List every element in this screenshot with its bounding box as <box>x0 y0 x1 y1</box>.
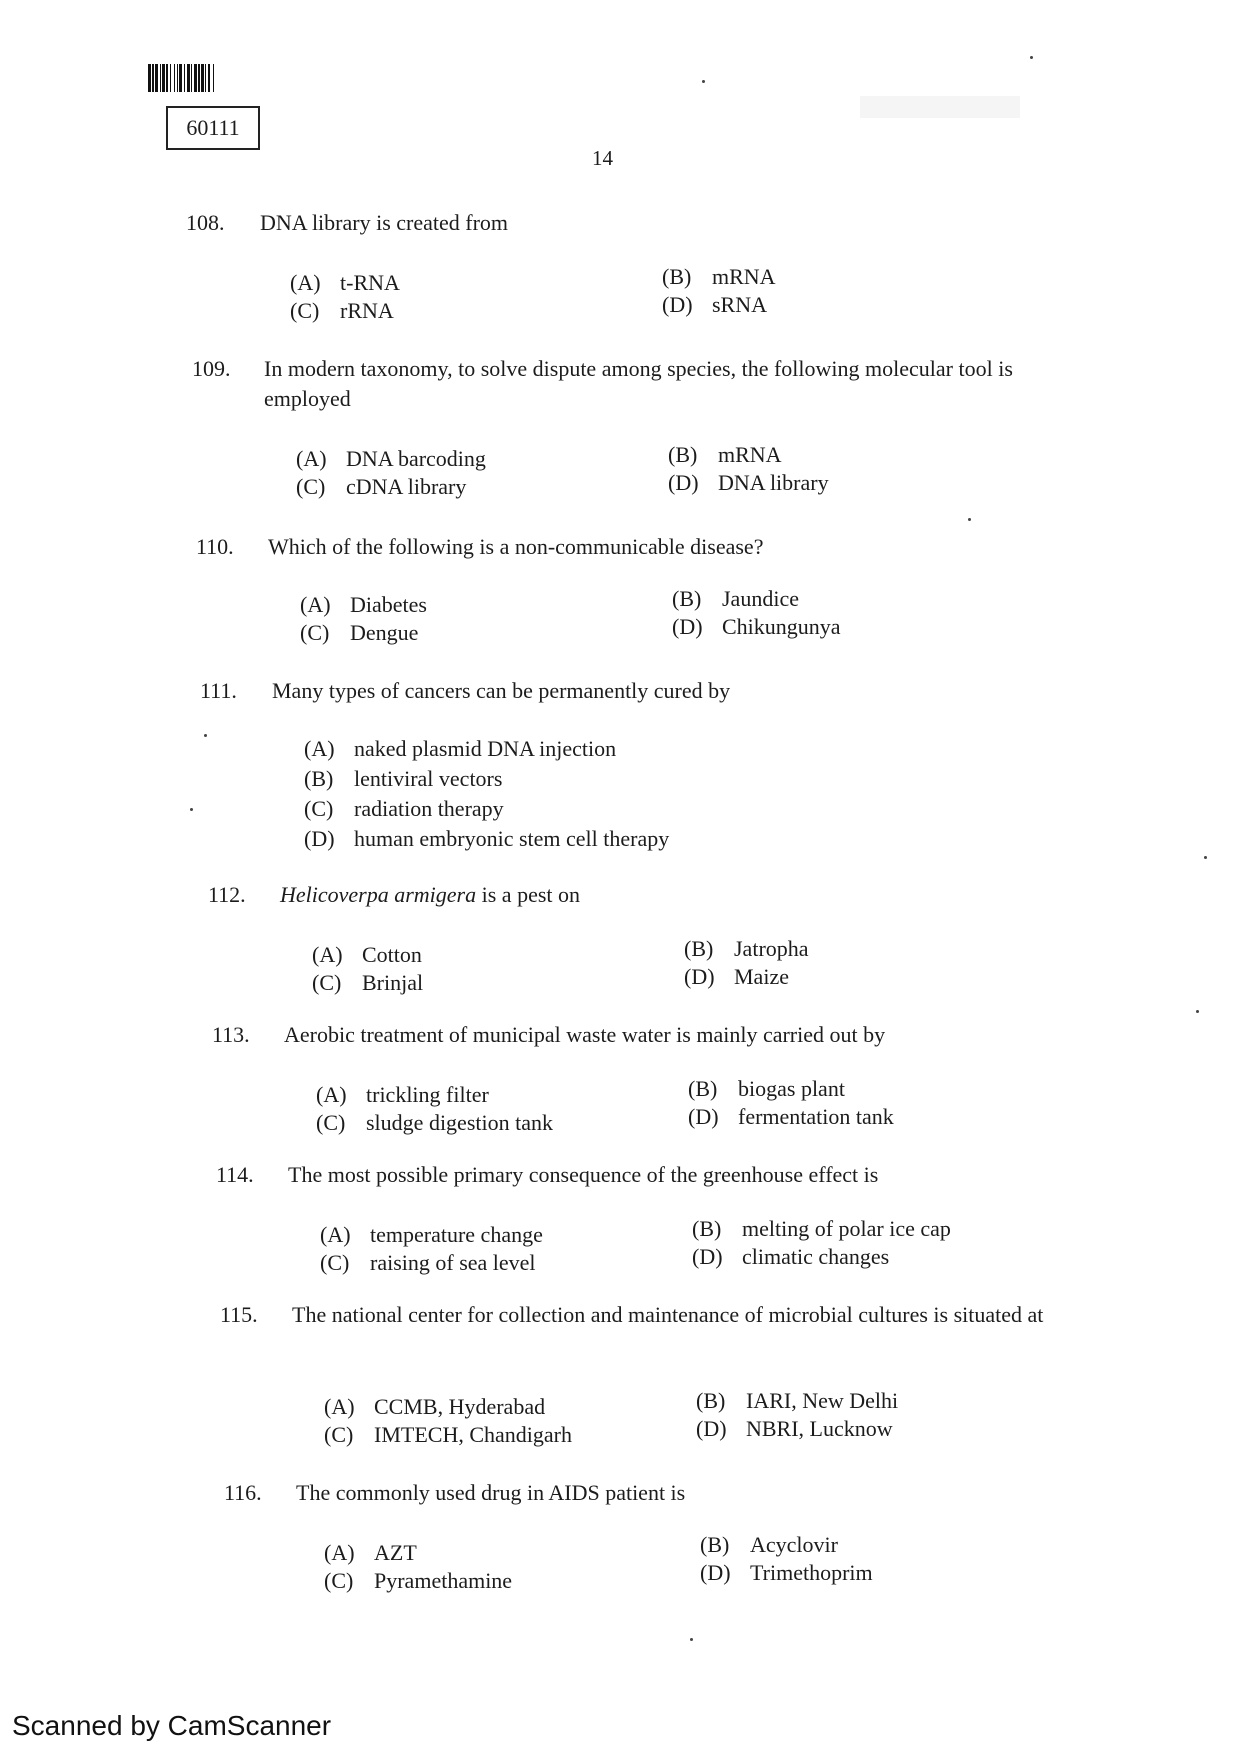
page-number: 14 <box>592 146 613 170</box>
barcode-icon <box>148 64 308 92</box>
option-d: (D) climatic changes <box>692 1244 890 1269</box>
option-b: (B) mRNA <box>668 442 782 467</box>
question-number: 114. <box>216 1162 254 1187</box>
option-a: (A) CCMB, Hyderabad <box>324 1394 546 1419</box>
option-b: (B) IARI, New Delhi <box>696 1388 899 1413</box>
question-111 <box>200 676 1080 856</box>
question-number: 110. <box>196 534 234 559</box>
question-116 <box>224 1478 1104 1598</box>
question-number: 112. <box>208 882 246 907</box>
question-113 <box>212 1020 1092 1140</box>
question-number: 116. <box>224 1480 262 1505</box>
option-a: (A) t-RNA <box>290 270 400 295</box>
question-number: 111. <box>200 678 237 703</box>
paper-code: 60111 <box>186 115 240 140</box>
option-c: (C) rRNA <box>290 298 394 323</box>
option-c: (C) Brinjal <box>312 970 424 995</box>
option-c: (C) IMTECH, Chandigarh <box>324 1422 572 1447</box>
barcode-stripe <box>214 64 216 92</box>
faded-stamp <box>860 96 1020 118</box>
scan-speck <box>204 734 207 737</box>
option-a: (A) trickling filter <box>316 1082 489 1107</box>
scanner-watermark: Scanned by CamScanner <box>12 1710 332 1741</box>
option-a: (A) Diabetes <box>300 592 427 617</box>
option-c: (C) Pyramethamine <box>324 1568 513 1593</box>
scan-speck <box>702 80 705 83</box>
question-text: The most possible primary consequence of the greenhouse effect is <box>288 1162 879 1187</box>
scan-speck <box>1204 856 1207 859</box>
scan-speck <box>690 1638 693 1641</box>
option-d: (D) human embryonic stem cell therapy <box>304 826 670 851</box>
question-text: DNA library is created from <box>260 210 509 235</box>
question-115 <box>220 1300 1100 1450</box>
option-b: (B) Jaundice <box>672 586 799 611</box>
option-c: (C) raising of sea level <box>320 1250 536 1275</box>
option-a: (A) naked plasmid DNA injection <box>304 736 617 761</box>
question-108 <box>186 208 1086 328</box>
question-text: Many types of cancers can be permanently cured by <box>272 678 731 703</box>
option-d: (D) Maize <box>684 964 789 989</box>
question-text: In modern taxonomy, to solve dispute among species, the following molecular tool is employed <box>264 356 1013 411</box>
question-text: Which of the following is a non-communicable disease? <box>268 534 764 559</box>
species-name: Helicoverpa armigera <box>280 882 477 907</box>
option-a: (A) temperature change <box>320 1222 543 1247</box>
question-110 <box>196 532 1076 652</box>
question-text: The national center for collection and maintenance of microbial cultures is situated at <box>292 1302 1044 1327</box>
option-d: (D) Chikungunya <box>672 614 841 639</box>
question-114 <box>216 1160 1096 1280</box>
option-d: (D) fermentation tank <box>688 1104 894 1129</box>
option-b: (B) Acyclovir <box>700 1532 838 1557</box>
option-b: (B) Jatropha <box>684 936 809 961</box>
option-d: (D) NBRI, Lucknow <box>696 1416 893 1441</box>
option-d: (D) sRNA <box>662 292 768 317</box>
scan-speck <box>968 518 971 521</box>
option-b: (B) melting of polar ice cap <box>692 1216 951 1241</box>
question-text: Helicoverpa armigera is a pest on <box>280 882 581 907</box>
option-b: (B) biogas plant <box>688 1076 845 1101</box>
question-number: 109. <box>192 356 231 381</box>
question-text: The commonly used drug in AIDS patient is <box>296 1480 686 1505</box>
question-109 <box>192 354 1072 504</box>
question-112 <box>208 880 1088 1000</box>
option-a: (A) DNA barcoding <box>296 446 486 471</box>
paper-code-box <box>166 106 260 150</box>
option-c: (C) sludge digestion tank <box>316 1110 553 1135</box>
scan-speck <box>1030 56 1033 59</box>
option-a: (A) AZT <box>324 1540 417 1565</box>
option-c: (C) cDNA library <box>296 474 467 499</box>
option-b: (B) lentiviral vectors <box>304 766 503 791</box>
question-text: Aerobic treatment of municipal waste water is mainly carried out by <box>284 1022 886 1047</box>
option-d: (D) DNA library <box>668 470 829 495</box>
scan-speck <box>190 808 193 811</box>
question-number: 108. <box>186 210 225 235</box>
option-b: (B) mRNA <box>662 264 776 289</box>
option-c: (C) radiation therapy <box>304 796 504 821</box>
option-a: (A) Cotton <box>312 942 422 967</box>
scan-speck <box>1196 1010 1199 1013</box>
question-number: 115. <box>220 1302 258 1327</box>
option-c: (C) Dengue <box>300 620 419 645</box>
question-number: 113. <box>212 1022 250 1047</box>
option-d: (D) Trimethoprim <box>700 1560 873 1585</box>
